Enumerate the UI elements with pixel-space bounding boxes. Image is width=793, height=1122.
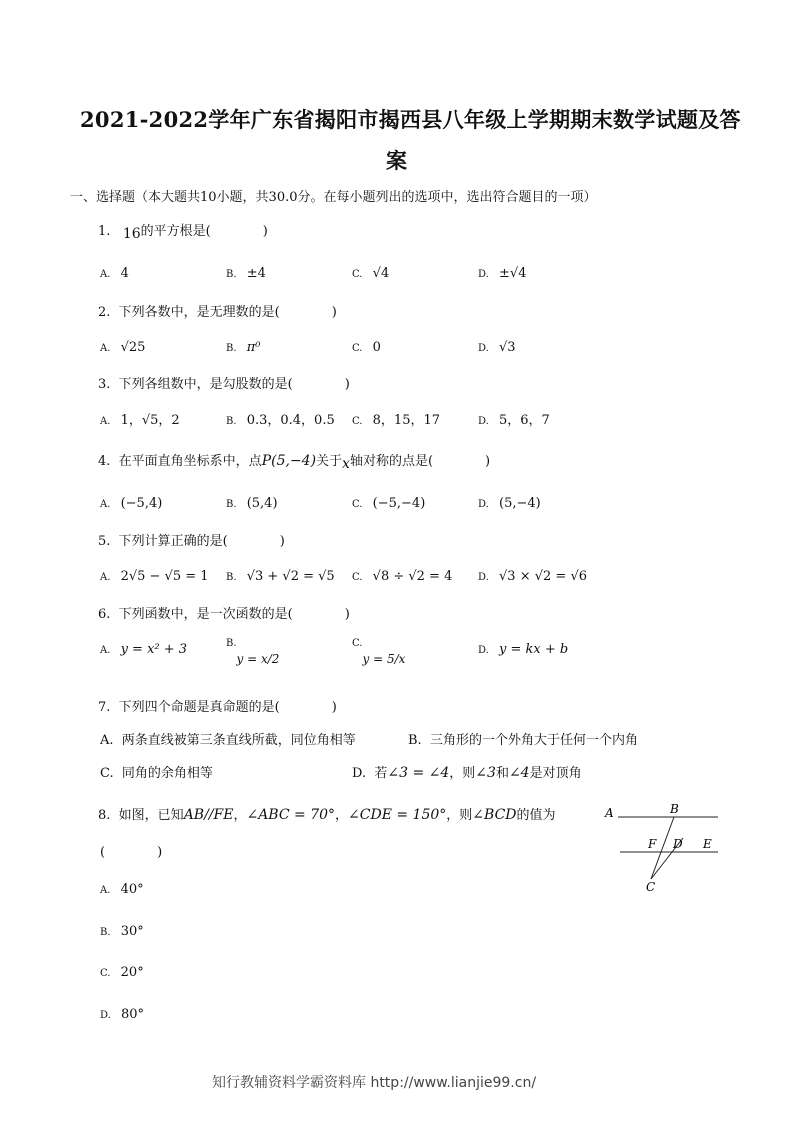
q8-option-b[interactable]: B. 30° <box>100 924 144 939</box>
question-2: 2. 下列各数中，是无理数的是( ) <box>98 305 337 320</box>
q1-option-a[interactable]: A. 4 <box>100 266 129 281</box>
label-c: C <box>646 880 656 894</box>
q2-option-a[interactable]: A. √25 <box>100 340 146 355</box>
q5-option-a[interactable]: A. 2√5 − √5 = 1 <box>100 569 209 584</box>
q5-option-c[interactable]: C. √8 ÷ √2 = 4 <box>352 569 453 584</box>
label-e: E <box>703 837 712 851</box>
q1-option-d[interactable]: D. ±√4 <box>478 266 527 281</box>
q4-option-b[interactable]: B. (5,4) <box>226 496 278 511</box>
question-8: 8. 如图，已知AB//FE，∠ABC = 70°，∠CDE = 150°，则∠BCD的值为 <box>98 807 556 823</box>
section-heading: 一、选择题（本大题共10小题，共30.0分。在每小题列出的选项中，选出符合题目的一项） <box>70 190 597 205</box>
q8-figure <box>600 800 725 895</box>
q1-option-c[interactable]: C. √4 <box>352 266 390 281</box>
label-b: B <box>670 802 679 816</box>
footer-watermark: 知行教辅资料学霸资料库 http://www.lianjie99.cn/ <box>212 1075 537 1091</box>
label-d: D <box>673 837 683 851</box>
label-a: A <box>605 806 614 820</box>
question-1: 1. 16的平方根是( ) <box>98 224 268 242</box>
q7-option-a[interactable]: A. 两条直线被第三条直线所截，同位角相等 <box>100 733 356 748</box>
q3-option-b[interactable]: B. 0.3，0.4，0.5 <box>226 413 335 428</box>
q6-option-d[interactable]: D. y = kx + b <box>478 642 569 657</box>
question-3: 3. 下列各组数中，是勾股数的是( ) <box>98 377 350 392</box>
q3-option-c[interactable]: C. 8，15，17 <box>352 413 441 428</box>
q6-option-a[interactable]: A. y = x² + 3 <box>100 642 188 657</box>
q8-option-c[interactable]: C. 20° <box>100 965 144 980</box>
page-title-line1: 2021-2022学年广东省揭阳市揭西县八年级上学期期末数学试题及答 <box>80 107 741 132</box>
q6-option-b[interactable]: $^{B.}$y = x/2 <box>226 638 280 666</box>
page-title-line2: 案 <box>386 148 408 173</box>
q4-option-a[interactable]: A. (−5,4) <box>100 496 163 511</box>
q7-option-c[interactable]: C. 同角的余角相等 <box>100 766 213 781</box>
q2-option-b[interactable]: B. π⁰ <box>226 340 261 355</box>
q3-option-d[interactable]: D. 5，6，7 <box>478 413 550 428</box>
label-f: F <box>648 837 657 851</box>
q1-option-b[interactable]: B. ±4 <box>226 266 266 281</box>
q6-option-c[interactable]: $^{C.}$y = 5/x <box>352 638 406 666</box>
q4-option-d[interactable]: D. (5,−4) <box>478 496 541 511</box>
q7-option-d[interactable]: D. 若∠3 = ∠4，则∠3和∠4是对顶角 <box>352 765 582 781</box>
question-4: 4. 在平面直角坐标系中，点P(5,−4)关于x轴对称的点是( ) <box>98 453 491 472</box>
q5-option-b[interactable]: B. √3 + √2 = √5 <box>226 569 335 584</box>
question-7: 7. 下列四个命题是真命题的是( ) <box>98 700 337 715</box>
question-6: 6. 下列函数中，是一次函数的是( ) <box>98 607 350 622</box>
q8-paren: ( ) <box>100 845 163 860</box>
q3-option-a[interactable]: A. 1，√5，2 <box>100 413 180 428</box>
q2-option-c[interactable]: C. 0 <box>352 340 381 355</box>
q4-option-c[interactable]: C. (−5,−4) <box>352 496 426 511</box>
q8-option-a[interactable]: A. 40° <box>100 882 144 897</box>
q2-option-d[interactable]: D. √3 <box>478 340 516 355</box>
q5-option-d[interactable]: D. √3 × √2 = √6 <box>478 569 587 584</box>
q7-option-b[interactable]: B. 三角形的一个外角大于任何一个内角 <box>408 733 638 748</box>
q8-option-d[interactable]: D. 80° <box>100 1007 145 1022</box>
question-5: 5. 下列计算正确的是( ) <box>98 534 285 549</box>
